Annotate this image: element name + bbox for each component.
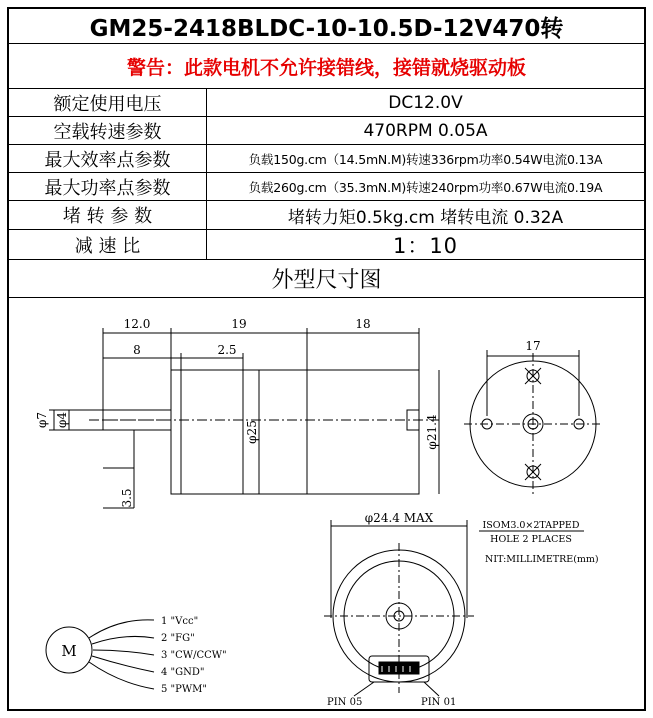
spec-label: 最大效率点参数 bbox=[9, 145, 207, 172]
spec-value: 堵转力矩0.5kg.cm 堵转电流 0.32A bbox=[287, 207, 564, 228]
spec-row bbox=[9, 89, 644, 117]
pin-01-label: PIN 01 bbox=[421, 697, 457, 708]
section-title: 外型尺寸图 bbox=[271, 268, 382, 293]
drawing-canvas bbox=[9, 298, 644, 709]
dim-18: 18 bbox=[355, 317, 371, 331]
spec-row bbox=[9, 201, 644, 230]
pin-05-label: PIN 05 bbox=[327, 697, 363, 708]
pin-label: 3 "CW/CCW" bbox=[161, 650, 227, 661]
spec-value: 470RPM 0.05A bbox=[363, 120, 488, 141]
spec-label: 空载转速参数 bbox=[9, 117, 207, 144]
spec-row bbox=[9, 117, 644, 145]
dim-phi21-4: φ21.4 bbox=[425, 414, 439, 450]
dim-3-5: 3.5 bbox=[120, 488, 134, 508]
title-row bbox=[9, 9, 644, 44]
tapped-note-2: HOLE 2 PLACES bbox=[490, 534, 572, 545]
dim-phi25: φ25 bbox=[245, 420, 259, 444]
section-row bbox=[9, 260, 644, 298]
spec-row bbox=[9, 230, 644, 260]
spec-label: 堵 转 参 数 bbox=[9, 201, 207, 229]
dim-phi24-4: φ24.4 MAX bbox=[364, 511, 434, 525]
spec-sheet bbox=[7, 7, 646, 711]
spec-label: 减 速 比 bbox=[9, 230, 207, 259]
spec-row bbox=[9, 145, 644, 173]
motor-label: M bbox=[61, 642, 77, 660]
spec-label: 额定使用电压 bbox=[9, 89, 207, 116]
warning-row bbox=[9, 44, 644, 89]
dim-8: 8 bbox=[133, 343, 141, 357]
spec-value: 1：10 bbox=[392, 233, 459, 258]
dim-19: 19 bbox=[231, 317, 247, 331]
pin-label: 5 "PWM" bbox=[161, 684, 207, 695]
spec-value: 负载150g.cm（14.5mN.M)转速336rpm功率0.54W电流0.13A bbox=[248, 151, 603, 167]
dim-17: 17 bbox=[525, 339, 541, 353]
pin-label: 2 "FG" bbox=[161, 633, 195, 644]
dim-12: 12.0 bbox=[123, 317, 151, 331]
pin-label: 1 "Vcc" bbox=[161, 616, 199, 627]
spec-row bbox=[9, 173, 644, 201]
dimension-drawing bbox=[9, 298, 644, 709]
product-title: GM25-2418BLDC-10-10.5D-12V470转 bbox=[89, 15, 564, 42]
unit-note: NIT:MILLIMETRE(mm) bbox=[485, 554, 599, 565]
spec-value: DC12.0V bbox=[388, 92, 463, 113]
spec-label: 最大功率点参数 bbox=[9, 173, 207, 200]
pin-label: 4 "GND" bbox=[161, 667, 205, 678]
dim-2-5: 2.5 bbox=[217, 343, 237, 357]
spec-value: 负载260g.cm（35.3mN.M)转速240rpm功率0.67W电流0.19A bbox=[248, 179, 603, 195]
tapped-note-1: ISOM3.0×2TAPPED bbox=[482, 520, 580, 531]
gearbox-outline bbox=[171, 370, 243, 494]
warning-text: 警告：此款电机不允许接错线，接错就烧驱动板 bbox=[126, 56, 526, 79]
dim-phi4: φ4 bbox=[55, 411, 69, 429]
motor-body-outline bbox=[243, 370, 419, 494]
dim-phi7: φ7 bbox=[35, 411, 49, 429]
